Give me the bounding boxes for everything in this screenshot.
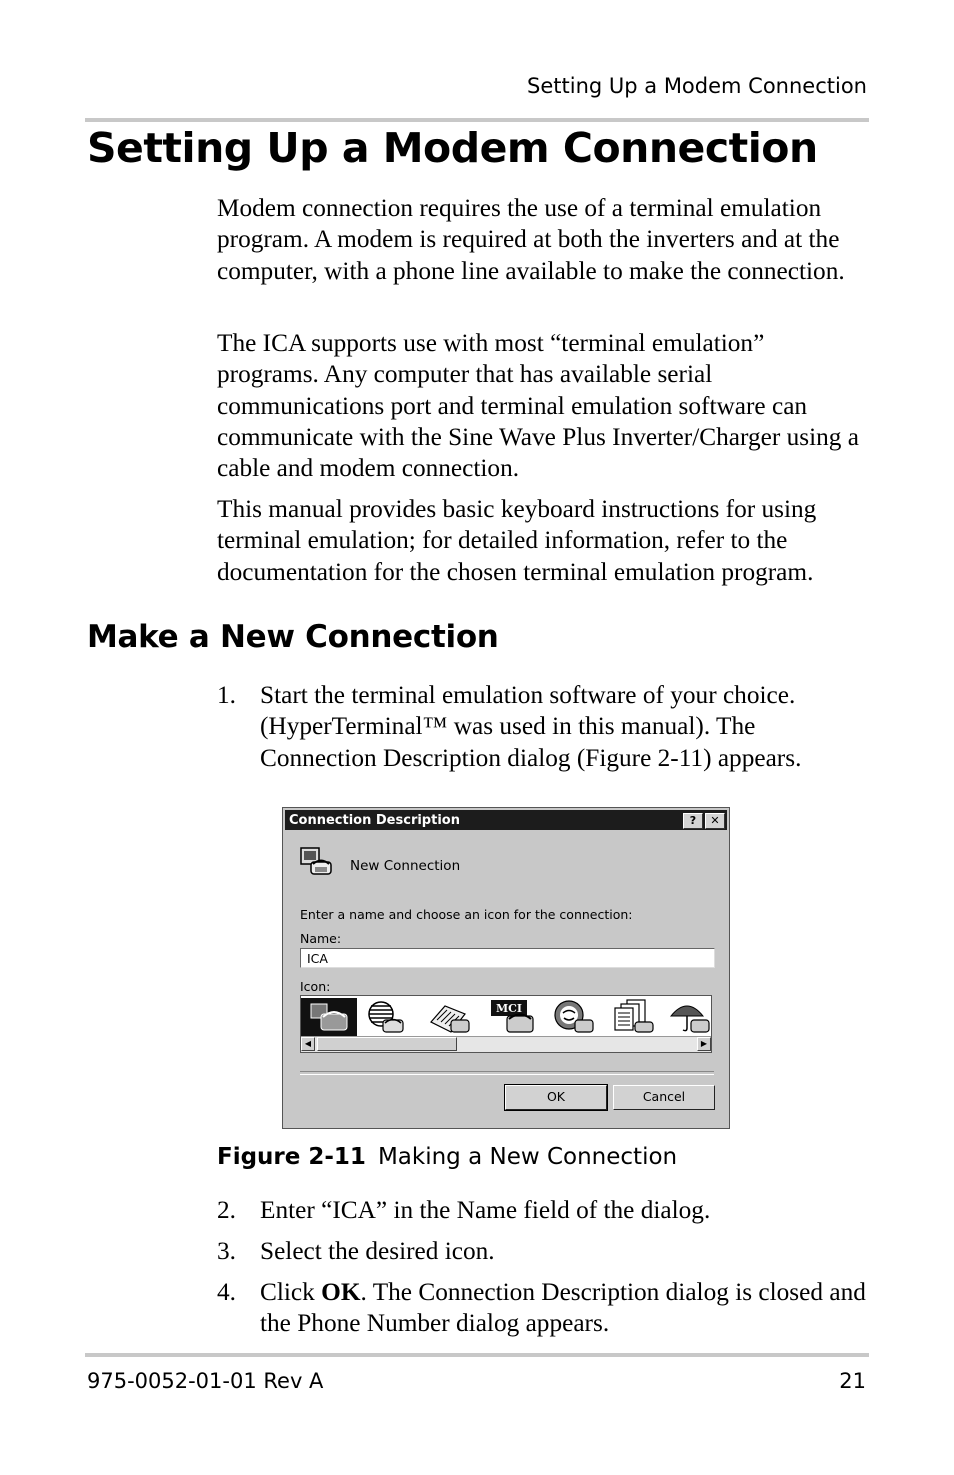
instruction-text: Enter a name and choose an icon for the connection: (300, 907, 633, 922)
paragraph: The ICA supports use with most “terminal emulation” programs. Any computer that has available serial communications port and terminal emulation software can communicate with the Sine Wave Plus Inverter/Charger using a cable and modem connection. (217, 329, 859, 483)
figure-caption-text: Making a New Connection (377, 1144, 678, 1170)
phone-icon[interactable] (301, 998, 357, 1036)
new-connection-label: New Connection (350, 858, 461, 874)
ok-emphasis: OK (321, 1278, 361, 1306)
section-heading: Make a New Connection (87, 619, 499, 655)
globe-icon[interactable] (359, 998, 415, 1036)
top-rule (85, 118, 869, 122)
paragraph: Modem connection requires the use of a terminal emulation program. A modem is required at both the inverters and at the computer, with a phone line available to make the connection. (217, 194, 845, 285)
scroll-left-icon[interactable]: ◀ (301, 1037, 315, 1051)
umbrella-icon[interactable] (667, 998, 712, 1036)
step-number: 4. (217, 1278, 236, 1306)
paragraph: This manual provides basic keyboard instructions for using terminal emulation; for detailed information, refer to the documentation for the chosen terminal emulation program. (217, 495, 817, 586)
running-header: Setting Up a Modem Connection (527, 74, 867, 98)
footer-doc-number: 975-0052-01-01 Rev A (87, 1369, 324, 1393)
step-text: Enter “ICA” in the Name field of the dialog. (260, 1196, 711, 1224)
step-text: Select the desired icon. (260, 1237, 495, 1265)
scroll-thumb[interactable] (317, 1037, 457, 1051)
close-button[interactable]: ✕ (705, 813, 725, 829)
figure-caption (217, 1144, 677, 1170)
separator (300, 1071, 714, 1075)
page-title: Setting Up a Modem Connection (87, 124, 818, 172)
step-text: Start the terminal emulation software of your choice. (HyperTerminal™ was used in this manual). The Connection Description dialog (Figure 2-11) appears. (260, 681, 802, 772)
step-text-part: . The Connection Description dialog is closed and the Phone Number dialog appears. (260, 1278, 866, 1338)
name-input[interactable]: ICA (300, 948, 715, 968)
figure-label: Figure 2-11 (217, 1144, 366, 1170)
connection-description-dialog (282, 807, 730, 1129)
dialog-title: Connection Description (289, 813, 460, 828)
icon-label: Icon: (300, 979, 331, 994)
page-number: 21 (839, 1369, 866, 1393)
cancel-button[interactable]: Cancel (613, 1085, 715, 1110)
dialog-titlebar (285, 810, 727, 830)
step-number: 1. (217, 681, 236, 709)
icon-picker[interactable] (300, 995, 712, 1053)
name-label: Name: (300, 931, 342, 946)
ge-icon[interactable] (547, 998, 603, 1036)
mci-logo-text: MCI (495, 1002, 523, 1015)
ok-button[interactable]: OK (505, 1085, 607, 1110)
new-connection-icon (299, 844, 333, 878)
fax-icon[interactable] (421, 998, 477, 1036)
help-button[interactable]: ? (683, 813, 703, 829)
step-number: 3. (217, 1237, 236, 1265)
step-text (260, 1277, 867, 1340)
step-number: 2. (217, 1196, 236, 1224)
bottom-rule (85, 1353, 869, 1357)
step-text-part: Click (260, 1278, 322, 1306)
mci-icon[interactable] (487, 998, 543, 1036)
horizontal-scrollbar[interactable] (301, 1036, 711, 1052)
scroll-right-icon[interactable]: ▶ (697, 1037, 711, 1051)
documents-icon[interactable] (607, 998, 663, 1036)
